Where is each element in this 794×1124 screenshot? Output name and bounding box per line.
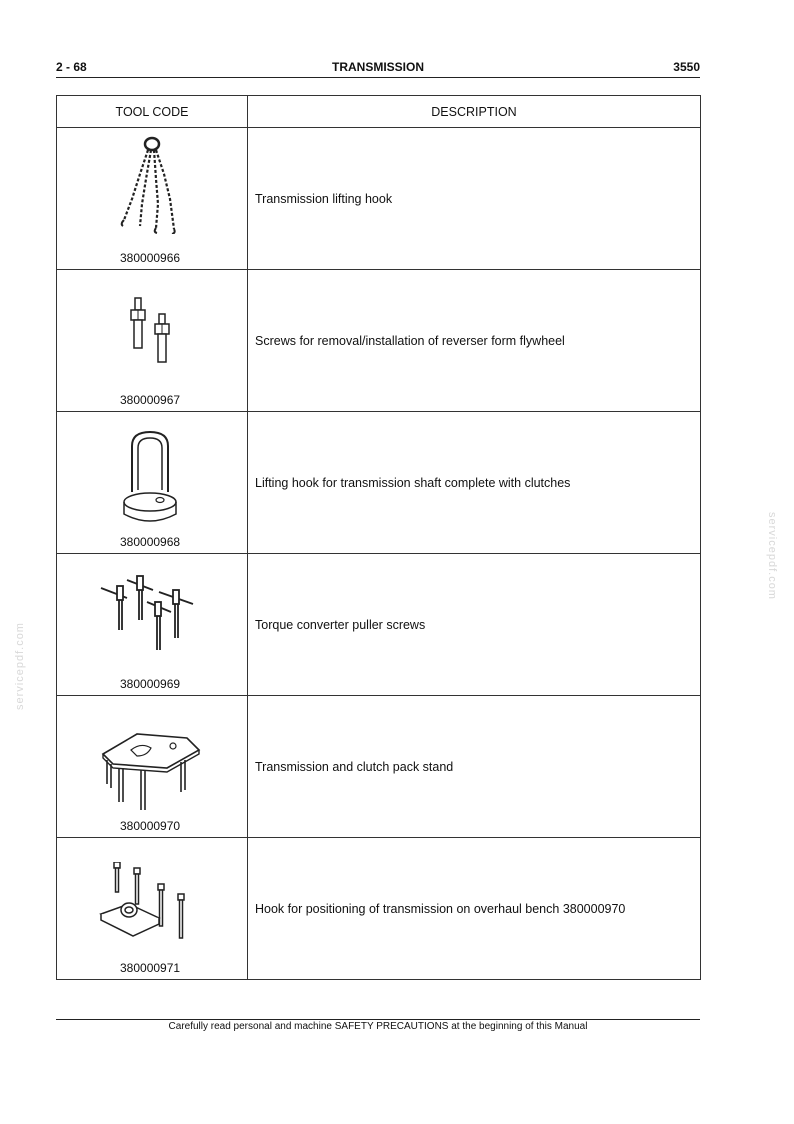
tool-code: 380000971 [120, 961, 181, 975]
tools-table [56, 95, 701, 980]
table-row [57, 554, 701, 696]
puller-screws-icon [97, 568, 207, 668]
table-row [57, 128, 701, 270]
description-header: DESCRIPTION [248, 96, 701, 128]
footer-note: Carefully read personal and machine SAFETY PRECAUTIONS at the beginning of this Manual [168, 1021, 588, 1032]
table-row [57, 412, 701, 554]
model-number: 3550 [673, 60, 700, 74]
tool-description: Torque converter puller screws [248, 554, 701, 696]
footer-divider [56, 1019, 700, 1020]
tool-code: 380000970 [120, 819, 181, 833]
tool-cell [57, 696, 248, 838]
tool-code: 380000969 [120, 677, 181, 691]
tool-description: Lifting hook for transmission shaft complete with clutches [248, 412, 701, 554]
watermark-right: servicepdf.com [766, 512, 778, 600]
tool-description: Transmission lifting hook [248, 128, 701, 270]
page-header [56, 60, 700, 76]
table-header-row [57, 96, 701, 128]
tool-code-header: TOOL CODE [57, 96, 248, 128]
table-row [57, 270, 701, 412]
header-divider [56, 77, 700, 78]
watermark-left: servicepdf.com [14, 622, 26, 710]
tool-description: Screws for removal/installation of reverser form flywheel [248, 270, 701, 412]
table-row [57, 838, 701, 980]
tool-cell [57, 270, 248, 412]
tool-description: Hook for positioning of transmission on overhaul bench 380000970 [248, 838, 701, 980]
positioning-hook-icon [97, 862, 207, 962]
tool-code: 380000967 [120, 393, 181, 407]
stand-icon [97, 720, 207, 820]
tool-cell [57, 554, 248, 696]
tool-cell [57, 838, 248, 980]
chain-sling-icon [112, 134, 192, 234]
tool-cell [57, 412, 248, 554]
tool-cell [57, 128, 248, 270]
screws-icon [112, 294, 192, 394]
table-row [57, 696, 701, 838]
lifting-eye-icon [112, 430, 192, 530]
section-title: TRANSMISSION [331, 60, 424, 74]
tool-description: Transmission and clutch pack stand [248, 696, 701, 838]
tool-code: 380000968 [120, 535, 181, 549]
page-number: 2 - 68 [56, 60, 87, 74]
tool-code: 380000966 [120, 251, 181, 265]
